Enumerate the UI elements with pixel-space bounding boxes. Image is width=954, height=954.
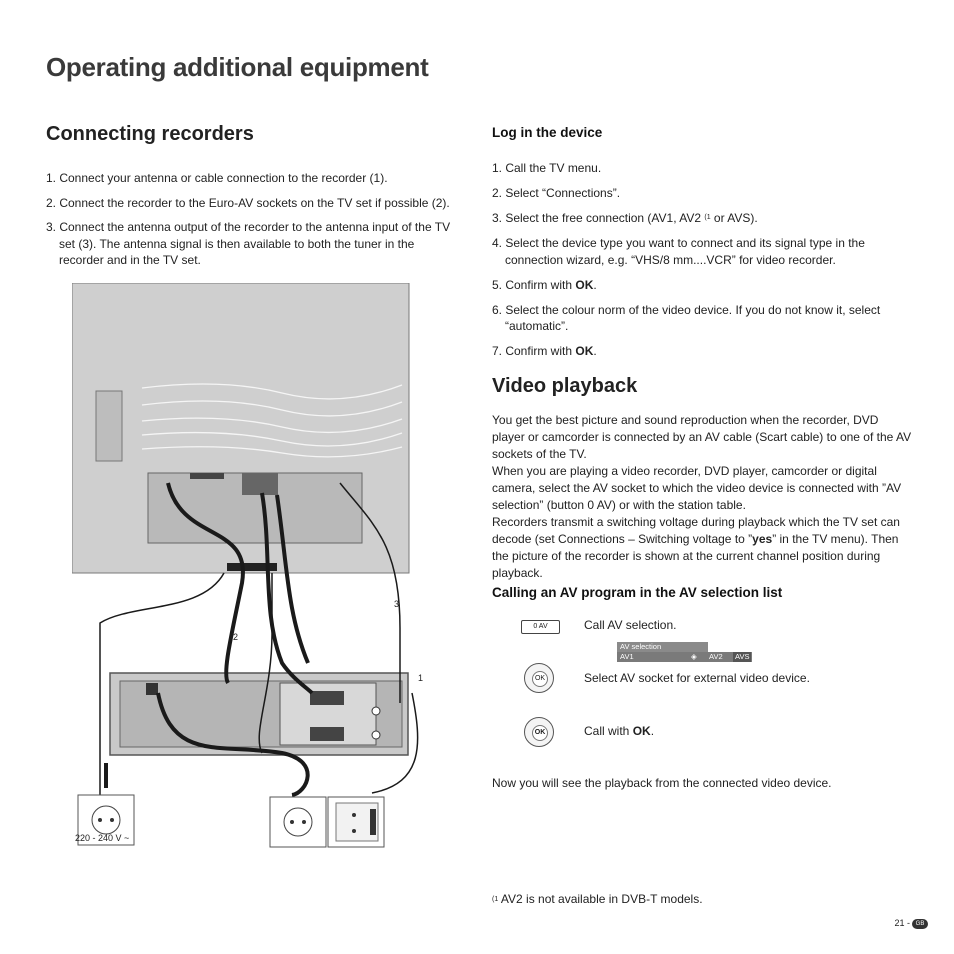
av-selection-osd (617, 642, 752, 664)
av-step-3: Call with OK. (584, 724, 655, 738)
callout-3: 3 (394, 599, 400, 609)
connect-step-1: 1. Connect your antenna or cable connection to the recorder (1). (46, 171, 388, 185)
log-in-step-7: 7. Confirm with OK. (492, 344, 597, 358)
page-title: Operating additional equipment (46, 52, 429, 82)
section-heading-calling-av: Calling an AV program in the AV selection list (492, 585, 783, 600)
video-playback-text (492, 412, 912, 582)
osd-item-avs: AVS (735, 652, 750, 661)
log-in-steps (492, 160, 910, 360)
connect-steps (46, 170, 456, 269)
section-heading-video-playback: Video playback (492, 375, 638, 397)
log-in-step-3: 3. Select the free connection (AV1, AV2 $^{(1}$ or AVS). (492, 211, 758, 225)
navigation-ring-icon (524, 663, 554, 693)
ok-center-bold-icon: OK (532, 725, 548, 741)
connect-step-3: 3. Connect the antenna output of the recorder to the antenna input of the TV set (3). The antenna signal is then available to both the tuner in the recorder and in the TV set. (46, 220, 451, 267)
footnote: $^{(1}$ AV2 is not available in DVB-T models. (492, 892, 703, 906)
av-key-icon: 0 AV (521, 620, 560, 634)
connection-illustration (72, 283, 460, 853)
av-step-1: Call AV selection. (584, 618, 677, 632)
callout-2: 2 (233, 632, 239, 642)
osd-list (617, 652, 752, 662)
log-in-step-1: 1. Call the TV menu. (492, 161, 602, 175)
scart-icon: ◈ (691, 652, 697, 661)
ok-button-icon (524, 717, 554, 747)
ok-center-icon: OK (532, 671, 548, 687)
country-badge: GB (912, 919, 928, 929)
callout-1: 1 (418, 673, 424, 683)
log-in-step-2: 2. Select “Connections”. (492, 186, 621, 200)
connection-diagram (72, 283, 460, 853)
log-in-step-4: 4. Select the device type you want to connect and its signal type in the connection wizard, e.g. “VHS/8 mm....VCR” for video recorder. (492, 236, 865, 267)
osd-item-av1: AV1 (620, 652, 634, 661)
section-heading-log-in: Log in the device (492, 125, 603, 140)
osd-title: AV selection (617, 642, 708, 652)
video-playback-para-1: You get the best picture and sound reproduction when the recorder, DVD player or camcorder is connected by an AV cable (Scart cable) to one of the AV sockets of the TV. (492, 413, 912, 461)
video-playback-para-2: When you are playing a video recorder, DVD player, camcorder or digital camera, select the AV socket to which the video device is connected with ”AV selection” (button 0 AV) or with the station table. (492, 464, 902, 512)
section-heading-connecting-recorders: Connecting recorders (46, 123, 254, 145)
av-step-2: Select AV socket for external video device. (584, 671, 810, 685)
osd-item-av2: AV2 (709, 652, 723, 661)
result-text: Now you will see the playback from the connected video device. (492, 776, 832, 790)
page-number: 21 - GB (894, 918, 928, 929)
log-in-step-6: 6. Select the colour norm of the video device. If you do not know it, select “automatic”. (492, 302, 881, 333)
log-in-step-5: 5. Confirm with OK. (492, 277, 597, 292)
connect-step-2: 2. Connect the recorder to the Euro-AV sockets on the TV set if possible (2). (46, 195, 450, 210)
video-playback-para-3: Recorders transmit a switching voltage during playback which the TV set can decode (set Connections – Switching voltage to ”yes” in the TV menu). Then the picture of the recorder is shown at the current channel position during playback. (492, 515, 900, 580)
power-voltage-label: 220 - 240 V ~ (75, 833, 130, 843)
